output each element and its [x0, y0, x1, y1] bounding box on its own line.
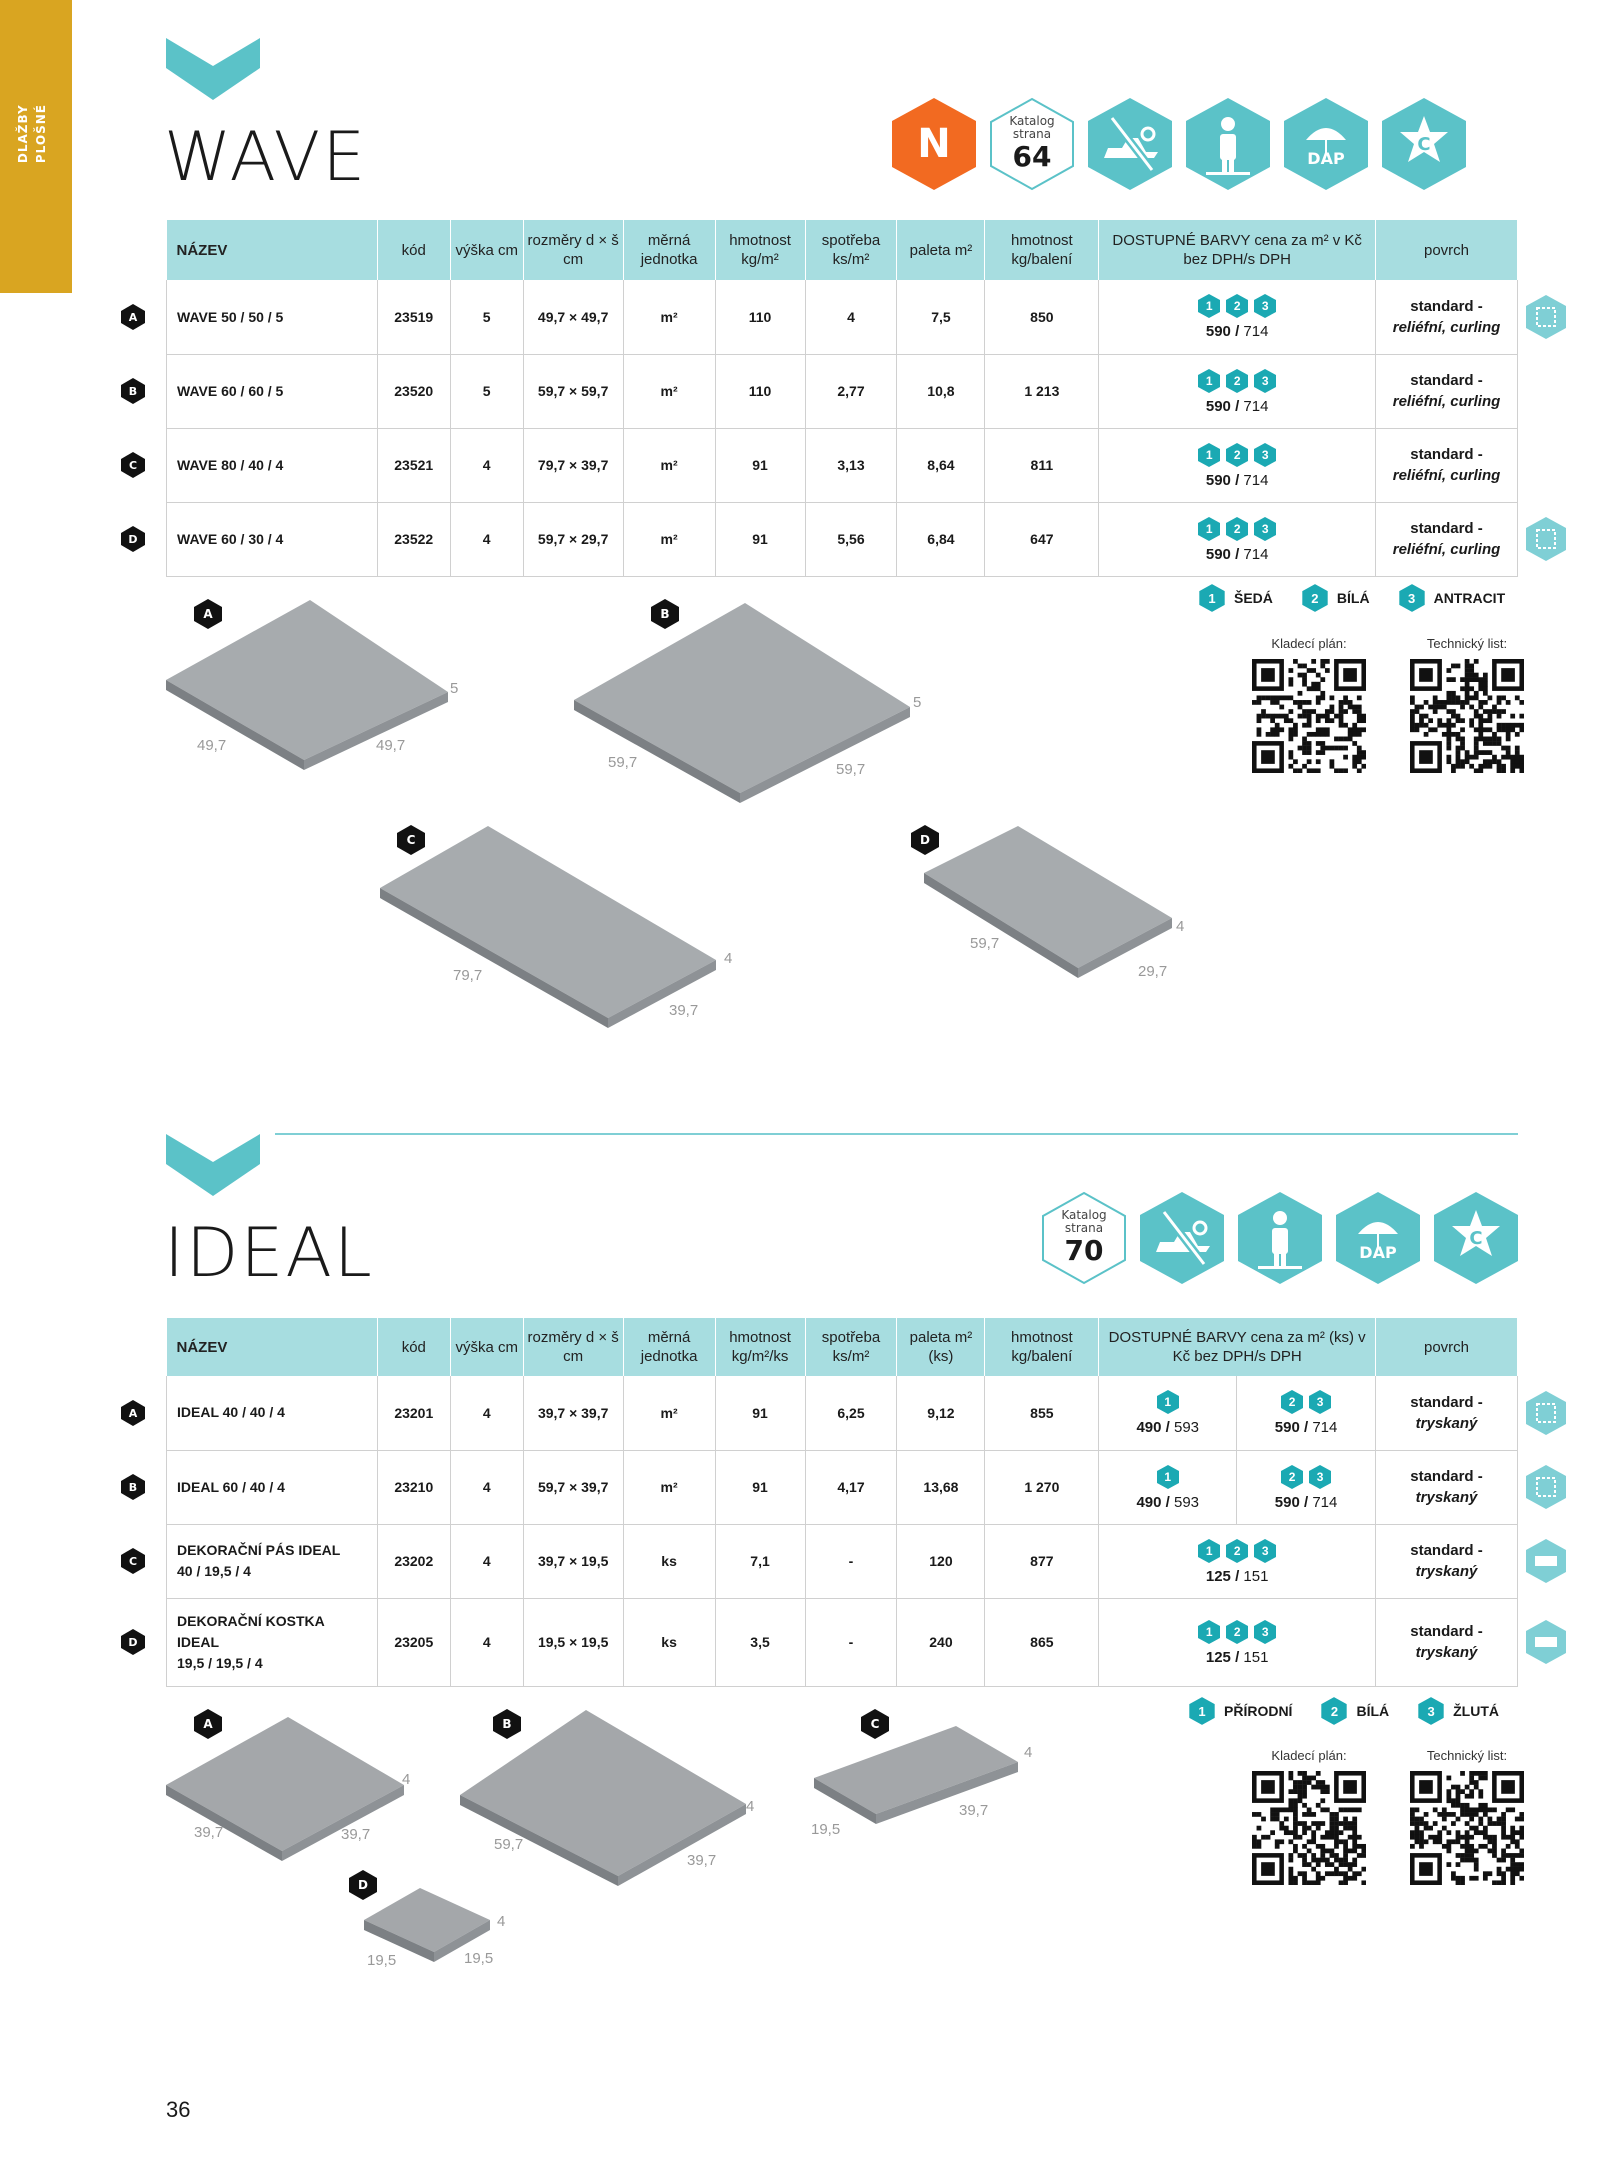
qr-laying-plan[interactable]: Kladecí plán:: [1250, 1748, 1368, 1885]
pallet: 10,8: [897, 354, 985, 428]
height: 5: [450, 280, 523, 354]
legend-label: ANTRACIT: [1433, 590, 1506, 606]
tile-mark-b-label: B: [502, 1717, 512, 1731]
dim: 39,7: [341, 1826, 371, 1843]
height: 4: [450, 1598, 523, 1686]
dim: 4: [1024, 1744, 1033, 1761]
c-badge-icon: C: [1432, 1190, 1520, 1286]
surface-type: tryskaný: [1415, 1644, 1478, 1661]
unit: ks: [623, 1598, 715, 1686]
col-hmotnost: hmotnost kg/m²/ks: [715, 1318, 805, 1376]
color-3-icon: 3: [1253, 1619, 1277, 1645]
svg-text:C: C: [128, 1555, 138, 1568]
surface-type: reliéfní, curling: [1392, 541, 1501, 558]
col-barvy: DOSTUPNÉ BARVY cena za m² (ks) v Kč bez DPH/s DPH: [1099, 1318, 1376, 1376]
col-hmotnost: hmotnost kg/m²: [715, 220, 805, 280]
code: 23201: [377, 1376, 450, 1450]
color-2-icon: 2: [1225, 1538, 1249, 1564]
price: 590 / 714: [1205, 471, 1269, 489]
dims: 59,7 × 59,7: [523, 354, 623, 428]
pedestrian-icon: [1184, 96, 1272, 192]
color-2-icon: 2: [1225, 1619, 1249, 1645]
table-row: C DEKORAČNÍ PÁS IDEAL 40 / 19,5 / 4 23202 4 39,7 × 19,5 ks 7,1 - 120 877 1 2 3 125 / 151 standard - tryskaný: [167, 1524, 1518, 1598]
new-badge: N: [890, 96, 978, 192]
page-number: 36: [166, 2097, 191, 2122]
color-3-icon: 3: [1253, 1538, 1277, 1564]
wave-color-legend: [1198, 583, 1505, 613]
qr-tech-sheet[interactable]: Technický list:: [1408, 1748, 1526, 1885]
surface-std: standard -: [1410, 1542, 1483, 1559]
usage: 3,13: [805, 428, 897, 502]
svg-text:A: A: [128, 310, 138, 324]
dim: 39,7: [194, 1824, 224, 1841]
code: 23210: [377, 1450, 450, 1524]
legend-label: BÍLÁ: [1336, 590, 1370, 606]
catalog-page: 70: [1064, 1234, 1104, 1267]
weight: 91: [715, 1376, 805, 1450]
tile-mark-d-label: D: [358, 1878, 368, 1892]
surface-type: reliéfní, curling: [1392, 393, 1501, 410]
wave-badges: [890, 96, 1468, 192]
weight: 91: [715, 1450, 805, 1524]
legend-label: BÍLÁ: [1356, 1703, 1390, 1719]
color-2-icon: 2: [1225, 442, 1249, 468]
tile-mark-d-label: D: [920, 833, 930, 847]
qr-laying-plan[interactable]: Kladecí plán:: [1250, 636, 1368, 773]
dim: 5: [450, 680, 459, 697]
pallet: 7,5: [897, 280, 985, 354]
tile-mark-a-label: A: [203, 607, 213, 621]
col-vyska: výška cm: [450, 220, 523, 280]
legend-label: PŘÍRODNÍ: [1224, 1703, 1293, 1719]
color-number-icon: 3: [1398, 583, 1426, 613]
table-row: D DEKORAČNÍ KOSTKA IDEAL 19,5 / 19,5 / 4 23205 4 19,5 × 19,5 ks 3,5 - 240 865 1 2 3 125 / 151 standard - tryskaný: [167, 1598, 1518, 1686]
color-2-icon: 2: [1225, 293, 1249, 319]
ideal-title: IDEAL: [164, 1214, 374, 1293]
product-name: DEKORAČNÍ KOSTKA IDEAL 19,5 / 19,5 / 4: [177, 1612, 325, 1671]
weight: 3,5: [715, 1598, 805, 1686]
surface-std: standard -: [1410, 372, 1483, 389]
color-number-icon: 3: [1417, 1696, 1445, 1726]
legend-item: [1320, 1696, 1389, 1726]
height: 4: [450, 1376, 523, 1450]
product-name: WAVE 60 / 60 / 5: [177, 383, 284, 399]
color-1-icon: 1: [1197, 442, 1221, 468]
col-jednotka: měrná jednotka: [623, 220, 715, 280]
dim: 5: [913, 694, 922, 711]
legend-item: [1417, 1696, 1499, 1726]
surface-std: standard -: [1410, 297, 1483, 315]
col-kod: kód: [377, 220, 450, 280]
color-number-icon: 1: [1188, 1696, 1216, 1726]
weight: 7,1: [715, 1524, 805, 1598]
surface-std: standard -: [1410, 1393, 1483, 1411]
dim: 29,7: [1138, 963, 1168, 980]
dims: 59,7 × 39,7: [523, 1450, 623, 1524]
catalog-page: 64: [1012, 140, 1052, 173]
table-row: [167, 280, 1518, 354]
col-spotreba: spotřeba ks/m²: [805, 1318, 897, 1376]
pallet: 240: [897, 1598, 985, 1686]
no-bevel-icon: [1525, 1538, 1567, 1584]
product-name: WAVE 80 / 40 / 4: [177, 457, 284, 473]
table-header: [167, 1318, 1518, 1376]
legend-label: ŽLUTÁ: [1453, 1703, 1500, 1719]
code: 23522: [377, 502, 450, 576]
legend-item: [1198, 583, 1273, 613]
unit: m²: [623, 280, 715, 354]
dims: 59,7 × 29,7: [523, 502, 623, 576]
weight: 110: [715, 354, 805, 428]
dim: 4: [497, 1913, 506, 1930]
col-baleni: hmotnost kg/balení: [985, 220, 1099, 280]
pallet: 9,12: [897, 1376, 985, 1450]
dim: 4: [402, 1771, 411, 1788]
qr-tech-sheet[interactable]: Technický list:: [1408, 636, 1526, 773]
surface-std: standard -: [1410, 520, 1483, 537]
legend-item: [1188, 1696, 1292, 1726]
col-rozmery: rozměry d × š cm: [523, 1318, 623, 1376]
dim: 4: [1176, 918, 1185, 935]
row-mark-icon: [120, 451, 146, 479]
c-badge-icon: C: [1380, 96, 1468, 192]
usage: 5,56: [805, 502, 897, 576]
tile-c-wave: [376, 818, 726, 1028]
dim: 59,7: [608, 754, 638, 771]
product-name: WAVE 50 / 50 / 5: [177, 308, 284, 325]
color-number-icon: 1: [1198, 583, 1226, 613]
dims: 39,7 × 19,5: [523, 1524, 623, 1598]
color-2-icon: 2: [1280, 1464, 1304, 1490]
legend-label: ŠEDÁ: [1234, 590, 1273, 606]
product-name: IDEAL 40 / 40 / 4: [177, 1404, 285, 1421]
usage: -: [805, 1524, 897, 1598]
svg-text:D: D: [128, 533, 138, 546]
svg-text:B: B: [128, 1481, 138, 1494]
color-1-icon: 1: [1197, 293, 1221, 319]
table-header: [167, 220, 1518, 280]
chevron-icon: [166, 1134, 260, 1196]
tile-mark-c-label: C: [870, 1717, 880, 1731]
product-name: IDEAL 60 / 40 / 4: [177, 1478, 285, 1495]
color-1-icon: 1: [1197, 1538, 1221, 1564]
surface-std: standard -: [1410, 1623, 1483, 1640]
dim: 4: [746, 1798, 755, 1815]
surface-type: tryskaný: [1415, 1489, 1478, 1506]
dim: 19,5: [811, 1821, 841, 1838]
weight: 110: [715, 280, 805, 354]
pedestrian-icon: [1236, 1190, 1324, 1286]
ideal-color-legend: [1188, 1696, 1499, 1726]
surface-type: tryskaný: [1415, 1563, 1478, 1580]
legend-item: [1301, 583, 1370, 613]
unit: m²: [623, 502, 715, 576]
color-3-icon: 3: [1253, 368, 1277, 394]
code: 23205: [377, 1598, 450, 1686]
pack: 865: [985, 1598, 1099, 1686]
color-1-icon: 1: [1197, 1619, 1221, 1645]
surface-type: reliéfní, curling: [1392, 318, 1501, 336]
color-1-icon: 1: [1197, 368, 1221, 394]
side-tab-label: DLAŽBY PLOŠNÉ: [16, 104, 48, 164]
wave-qr-codes: [1250, 636, 1526, 773]
dims: 49,7 × 49,7: [523, 280, 623, 354]
row-mark-icon: [120, 1399, 146, 1427]
dims: 39,7 × 39,7: [523, 1376, 623, 1450]
product-name: DEKORAČNÍ PÁS IDEAL 40 / 19,5 / 4: [177, 1542, 341, 1579]
table-row: [167, 428, 1518, 502]
unit: m²: [623, 354, 715, 428]
unit: ks: [623, 1524, 715, 1598]
usage: -: [805, 1598, 897, 1686]
relief-surface-icon: [1525, 1464, 1567, 1510]
col-paleta: paleta m² (ks): [897, 1318, 985, 1376]
col-barvy: DOSTUPNÉ BARVY cena za m² v Kč bez DPH/s DPH: [1099, 220, 1376, 280]
table-row: A IDEAL 40 / 40 / 4 23201 4 39,7 × 39,7 m² 91 6,25 9,12 855 1 490 / 593 2 3 590 / 714 standard - tryskaný: [167, 1376, 1518, 1450]
code: 23519: [377, 280, 450, 354]
dap-umbrella-icon: DAP: [1282, 96, 1370, 192]
color-1-icon: 1: [1197, 516, 1221, 542]
color-3-icon: 3: [1253, 516, 1277, 542]
color-3-icon: 3: [1308, 1389, 1332, 1415]
weight: 91: [715, 502, 805, 576]
no-vehicle-icon: [1086, 96, 1174, 192]
usage: 4: [805, 280, 897, 354]
pallet: 6,84: [897, 502, 985, 576]
color-2-icon: 2: [1280, 1389, 1304, 1415]
col-povrch: povrch: [1376, 1318, 1518, 1376]
color-3-icon: 3: [1308, 1464, 1332, 1490]
color-2-icon: 2: [1225, 368, 1249, 394]
catalog-label: Katalog strana: [1061, 1208, 1107, 1235]
dim: 49,7: [197, 737, 227, 754]
col-jednotka: měrná jednotka: [623, 1318, 715, 1376]
svg-text:D: D: [128, 1636, 138, 1649]
price: 590 / 714: [1205, 545, 1269, 563]
chevron-icon: [166, 38, 260, 100]
col-baleni: hmotnost kg/balení: [985, 1318, 1099, 1376]
svg-text:C: C: [128, 459, 138, 472]
dims: 79,7 × 39,7: [523, 428, 623, 502]
row-mark-icon: [120, 525, 146, 553]
relief-surface-icon: [1525, 516, 1567, 562]
table-row: B IDEAL 60 / 40 / 4 23210 4 59,7 × 39,7 m² 91 4,17 13,68 1 270 1 490 / 593 2 3 590 / 714 standard - tryskaný: [167, 1450, 1518, 1524]
row-mark-icon: [120, 1547, 146, 1575]
height: 4: [450, 1450, 523, 1524]
height: 4: [450, 502, 523, 576]
catalog-badge[interactable]: [988, 96, 1076, 192]
qr-code-icon: [1252, 659, 1366, 773]
dim: 79,7: [453, 967, 483, 984]
height: 4: [450, 1524, 523, 1598]
col-rozmery: rozměry d × š cm: [523, 220, 623, 280]
dim: 59,7: [836, 761, 866, 778]
code: 23202: [377, 1524, 450, 1598]
dim: 49,7: [376, 737, 406, 754]
dim: 39,7: [959, 1802, 989, 1819]
dims: 19,5 × 19,5: [523, 1598, 623, 1686]
pack: 811: [985, 428, 1099, 502]
wave-title: WAVE: [164, 118, 368, 197]
pack: 877: [985, 1524, 1099, 1598]
dim: 59,7: [494, 1836, 524, 1853]
dim: 39,7: [687, 1852, 717, 1869]
row-mark-icon: [120, 377, 146, 405]
catalog-badge[interactable]: [1040, 1190, 1128, 1286]
col-kod: kód: [377, 1318, 450, 1376]
pallet: 13,68: [897, 1450, 985, 1524]
dim: 19,5: [367, 1952, 397, 1969]
surface-std: standard -: [1410, 1468, 1483, 1485]
product-name: WAVE 60 / 30 / 4: [177, 531, 284, 547]
color-1-icon: 1: [1156, 1389, 1180, 1415]
dim: 19,5: [464, 1950, 494, 1967]
svg-text:B: B: [128, 385, 138, 398]
qr-code-icon: [1252, 1771, 1366, 1885]
surface-type: tryskaný: [1415, 1414, 1478, 1432]
color-2-icon: 2: [1225, 516, 1249, 542]
code: 23520: [377, 354, 450, 428]
tile-c-ideal: [810, 1718, 1033, 1838]
legend-item: [1398, 583, 1506, 613]
weight: 91: [715, 428, 805, 502]
height: 5: [450, 354, 523, 428]
color-number-icon: 2: [1301, 583, 1329, 613]
color-3-icon: 3: [1253, 293, 1277, 319]
usage: 4,17: [805, 1450, 897, 1524]
tile-b-wave: [570, 595, 920, 805]
no-bevel-icon: [1525, 1619, 1567, 1665]
col-povrch: povrch: [1376, 220, 1518, 280]
usage: 6,25: [805, 1376, 897, 1450]
col-vyska: výška cm: [450, 1318, 523, 1376]
side-tab: [0, 0, 72, 293]
dim: 4: [724, 950, 733, 967]
pallet: 8,64: [897, 428, 985, 502]
qr-code-icon: [1410, 1771, 1524, 1885]
ideal-table: [128, 1318, 1518, 1687]
table-row: [167, 354, 1518, 428]
ideal-qr-codes: [1250, 1748, 1526, 1885]
pack: 855: [985, 1376, 1099, 1450]
ideal-badges: [1040, 1190, 1520, 1286]
dim: 59,7: [970, 935, 1000, 952]
col-spotreba: spotřeba ks/m²: [805, 220, 897, 280]
pack: 647: [985, 502, 1099, 576]
svg-text:A: A: [128, 1406, 138, 1420]
pack: 1 270: [985, 1450, 1099, 1524]
pack: 1 213: [985, 354, 1099, 428]
row-mark-icon: [120, 1473, 146, 1501]
table-row: [167, 502, 1518, 576]
height: 4: [450, 428, 523, 502]
tile-mark-a-label: A: [203, 1717, 213, 1731]
color-3-icon: 3: [1253, 442, 1277, 468]
surface-type: reliéfní, curling: [1392, 467, 1501, 484]
unit: m²: [623, 1450, 715, 1524]
unit: m²: [623, 428, 715, 502]
pallet: 120: [897, 1524, 985, 1598]
price: 590 / 714: [1205, 323, 1269, 341]
price: 590 / 714: [1205, 397, 1269, 415]
code: 23521: [377, 428, 450, 502]
tile-mark-b-label: B: [660, 607, 670, 621]
pack: 850: [985, 280, 1099, 354]
col-nazev: NÁZEV: [167, 220, 378, 280]
color-1-icon: 1: [1156, 1464, 1180, 1490]
color-number-icon: 2: [1320, 1696, 1348, 1726]
col-paleta: paleta m²: [897, 220, 985, 280]
relief-surface-icon: [1525, 294, 1567, 340]
catalog-label: Katalog strana: [1009, 114, 1055, 141]
tile-mark-c-label: C: [406, 833, 416, 847]
qr-code-icon: [1410, 659, 1524, 773]
relief-surface-icon: [1525, 1390, 1567, 1436]
wave-table: [128, 220, 1518, 577]
row-mark-icon: [120, 1628, 146, 1656]
dim: 39,7: [669, 1002, 699, 1019]
row-mark-icon: [120, 303, 146, 331]
surface-std: standard -: [1410, 446, 1483, 463]
no-vehicle-icon: [1138, 1190, 1226, 1286]
dap-umbrella-icon: DAP: [1334, 1190, 1422, 1286]
col-nazev: NÁZEV: [167, 1318, 378, 1376]
usage: 2,77: [805, 354, 897, 428]
unit: m²: [623, 1376, 715, 1450]
section-divider: [275, 1133, 1518, 1135]
